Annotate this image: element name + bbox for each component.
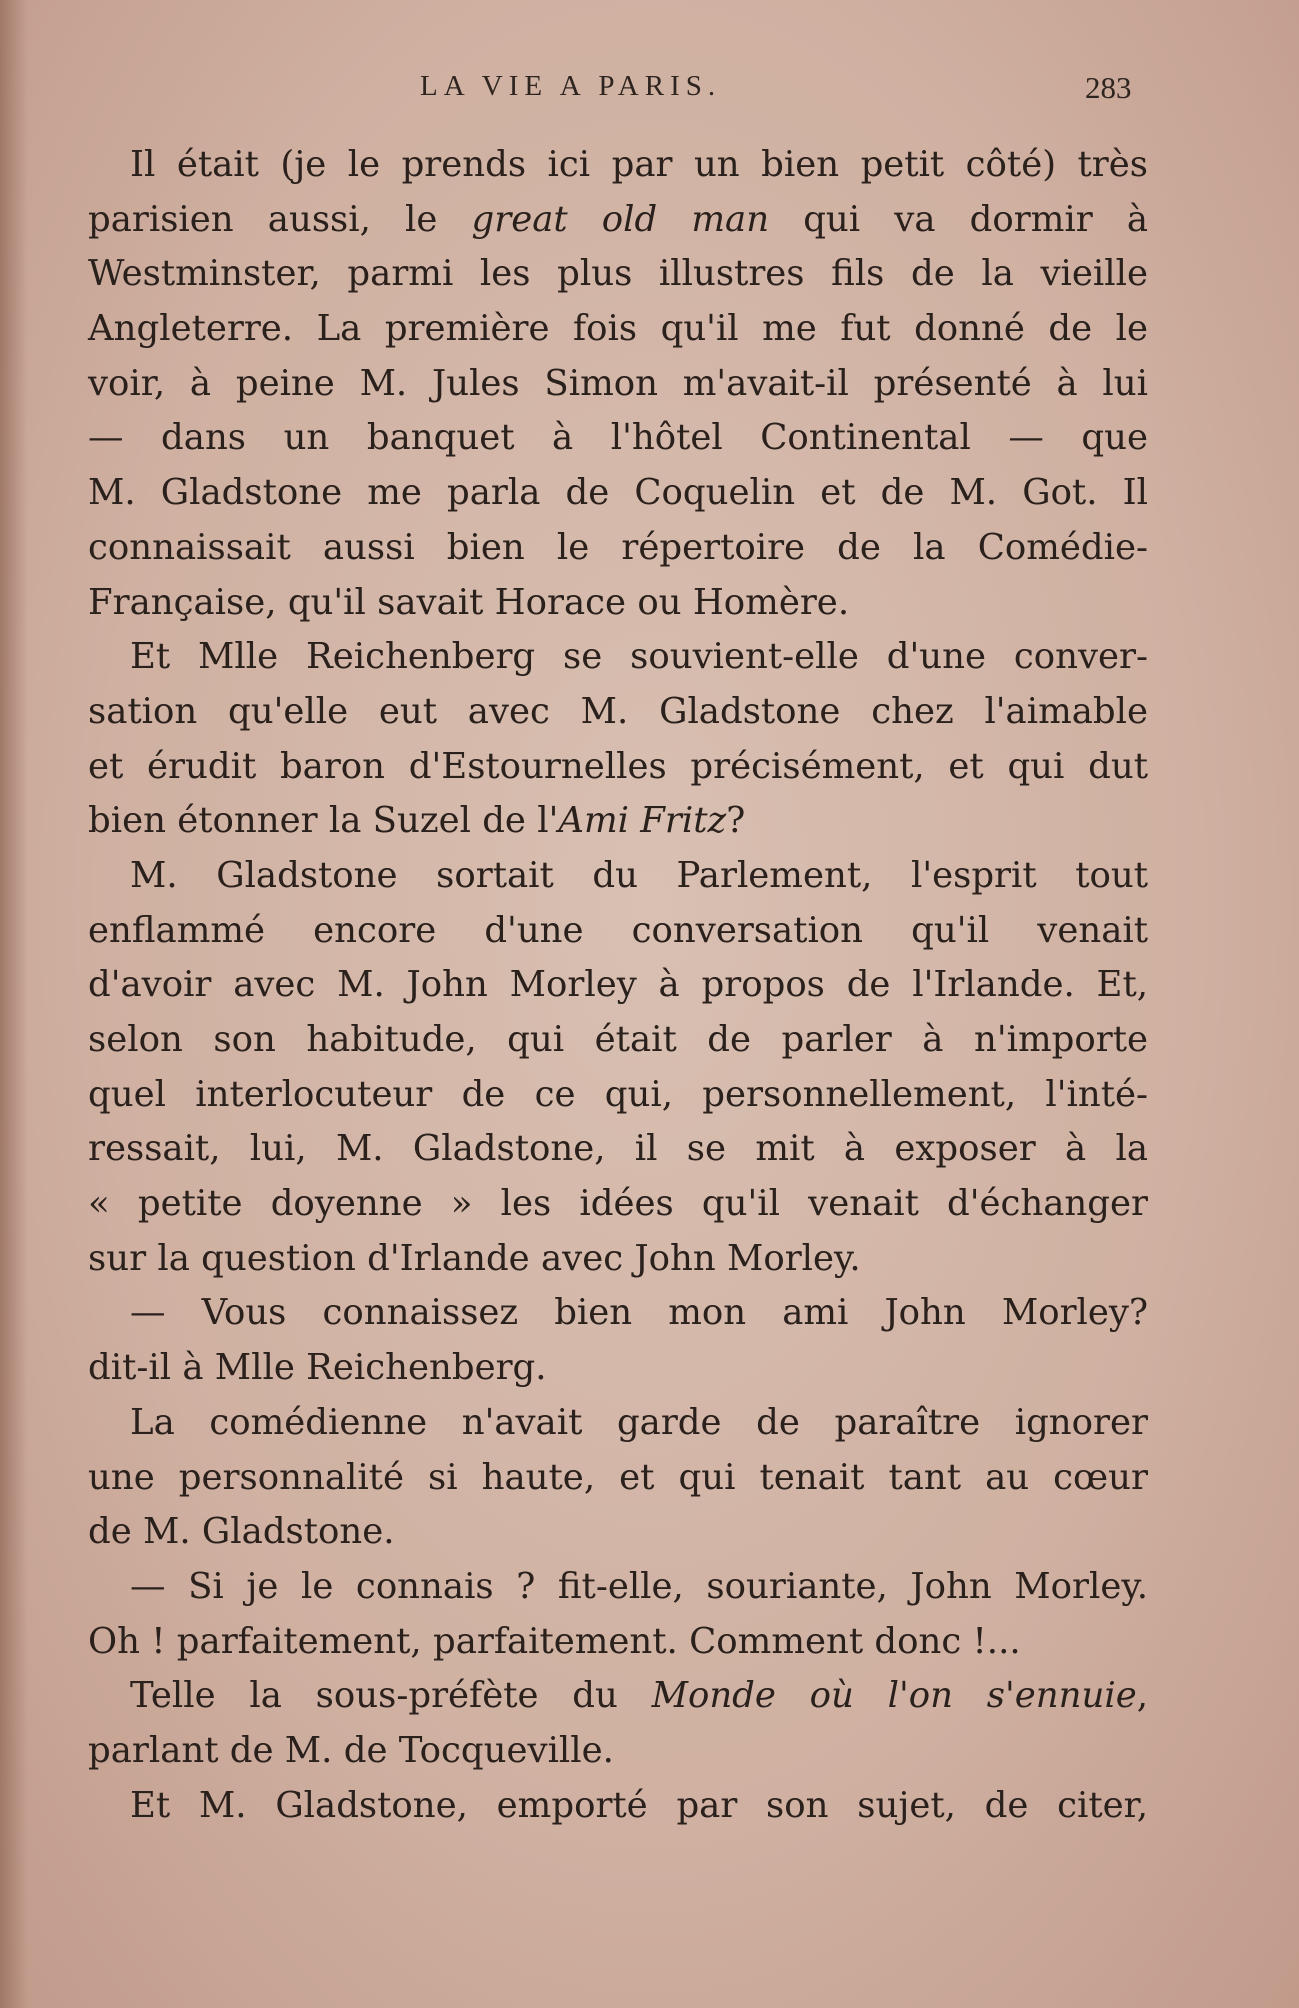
text-line: La comédienne n'avait garde de paraître ignorer xyxy=(130,1401,1148,1443)
text-line: ressait, lui, M. Gladstone, il se mit à exposer à la xyxy=(88,1128,1148,1170)
text-line: quel interlocuteur de ce qui, personnellement, l'inté- xyxy=(88,1073,1148,1115)
text-line: Et M. Gladstone, emporté par son sujet, de citer, xyxy=(130,1784,1148,1826)
text-line: d'avoir avec M. John Morley à propos de l'Irlande. Et, xyxy=(88,964,1148,1006)
body-text xyxy=(88,138,1148,1833)
text-line: de M. Gladstone. xyxy=(88,1511,395,1553)
text-line: M. Gladstone me parla de Coquelin et de M. Got. Il xyxy=(88,472,1148,514)
text-line: — dans un banquet à l'hôtel Continental — que xyxy=(88,417,1148,459)
text-line: « petite doyenne » les idées qu'il venait d'échanger xyxy=(88,1183,1148,1225)
text-segment: , xyxy=(1136,1675,1149,1717)
text-segment: qui va dormir à xyxy=(769,198,1148,240)
italic-title: Monde où l'on s'ennuie xyxy=(651,1675,1137,1717)
text-line xyxy=(88,794,1148,849)
text-line: Française, qu'il savait Horace ou Homère. xyxy=(88,581,850,623)
text-line xyxy=(88,1669,1148,1724)
text-line xyxy=(88,193,1148,248)
text-line: connaissait aussi bien le répertoire de la Comédie- xyxy=(88,526,1148,568)
text-line: Oh ! parfaitement, parfaitement. Comment donc !... xyxy=(88,1620,1021,1662)
text-line: parlant de M. de Tocqueville. xyxy=(88,1729,614,1771)
text-line: Westminster, parmi les plus illustres fils de la vieille xyxy=(88,253,1148,295)
text-line: une personnalité si haute, et qui tenait tant au cœur xyxy=(88,1456,1148,1498)
text-line: — Si je le connais ? fit-elle, souriante, John Morley. xyxy=(130,1565,1148,1607)
text-line: enflammé encore d'une conversation qu'il venait xyxy=(88,909,1148,951)
text-line: Angleterre. La première fois qu'il me fut donné de le xyxy=(88,308,1148,350)
text-line: — Vous connaissez bien mon ami John Morley? xyxy=(130,1292,1148,1334)
text-segment: Telle la sous-préfète du xyxy=(130,1675,652,1717)
italic-title: great old man xyxy=(471,198,770,240)
text-segment: ? xyxy=(726,800,746,842)
text-line: voir, à peine M. Jules Simon m'avait-il présenté à lui xyxy=(88,362,1148,404)
text-segment: bien étonner la Suzel de l' xyxy=(88,800,559,842)
text-line: M. Gladstone sortait du Parlement, l'esprit tout xyxy=(130,854,1148,896)
page-header xyxy=(0,70,1299,110)
text-segment: parisien aussi, le xyxy=(88,198,472,240)
page-number: 283 xyxy=(1085,70,1132,105)
italic-title: Ami Fritz xyxy=(558,800,727,842)
text-line: Et Mlle Reichenberg se souvient-elle d'une conver- xyxy=(130,636,1148,678)
text-line: sur la question d'Irlande avec John Morley. xyxy=(88,1237,861,1279)
text-line: Il était (je le prends ici par un bien petit côté) très xyxy=(130,144,1148,185)
text-line: et érudit baron d'Estournelles précisément, et qui dut xyxy=(88,745,1148,787)
running-title: LA VIE A PARIS. xyxy=(420,70,722,102)
text-line: dit-il à Mlle Reichenberg. xyxy=(88,1347,547,1389)
text-line: sation qu'elle eut avec M. Gladstone chez l'aimable xyxy=(88,690,1148,732)
text-line: selon son habitude, qui était de parler à n'importe xyxy=(88,1019,1148,1060)
